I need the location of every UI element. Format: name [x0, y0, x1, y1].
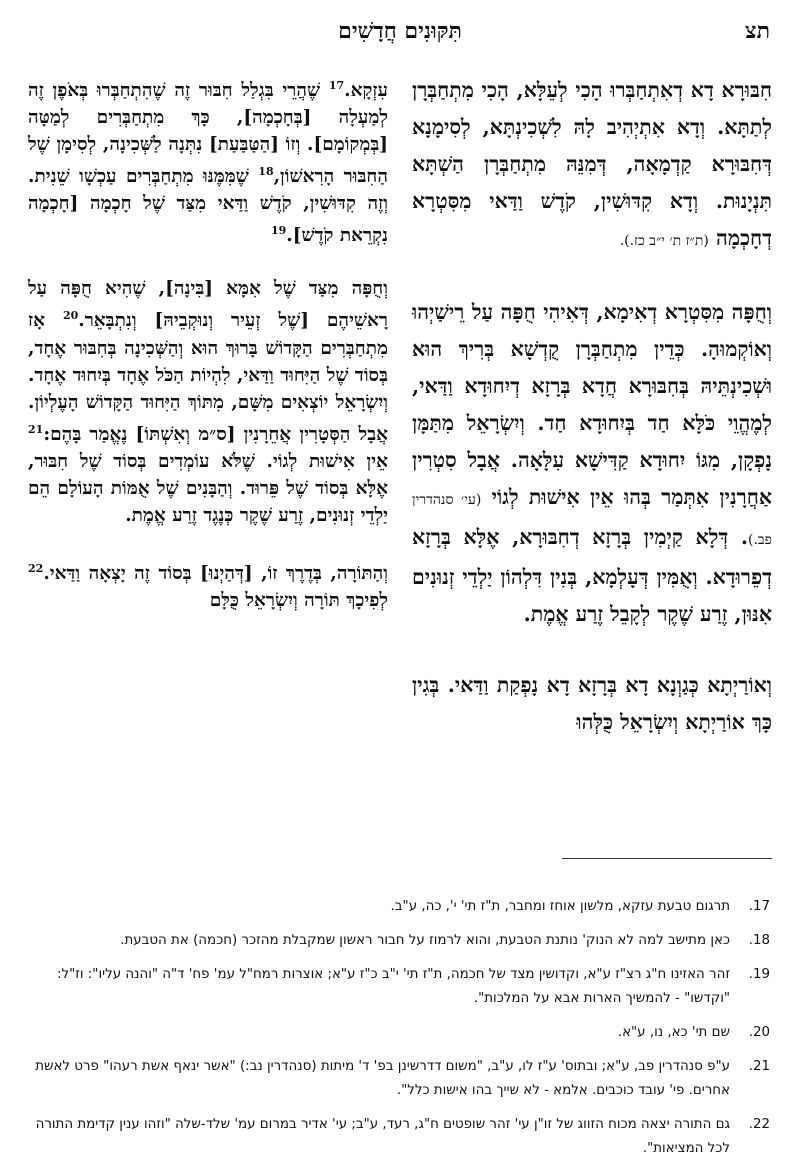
main-text: [28, 72, 772, 842]
footnote-number: 20.: [748, 1025, 770, 1040]
footnote-number: 19.: [748, 967, 770, 982]
footnote-number: 18.: [748, 933, 770, 948]
footnote-ref[interactable]: 20: [62, 309, 79, 323]
footnote-ref[interactable]: 22: [28, 561, 44, 575]
page-number: תצ: [745, 18, 770, 44]
aramaic-column: [412, 72, 772, 775]
footnote-number: 21.: [748, 1059, 770, 1074]
citation: (עי׳ סנהדרין פב.): [412, 492, 772, 548]
footnote-number: 17.: [748, 899, 770, 914]
hebrew-paragraph: עִזְקָא.$^{17}$ שֶׁהֲרֵי בִּגְלַל חִבּוּר זֶה שֶׁהִתְחַבְּרוּ בְּאֹפֶן זֶה לְמַעְלָה [בְּחָכְמָה], כָּךְ מִתְחַבְּרִים לְמַטָּה [בְּמְקוֹמָם]. וְזוֹ [הַטַּבַּעַת] נִתְּנָה לַשְּׁכִינָה, לְסִימָן שֶׁל הַחִבּוּר הָרִאשׁוֹן,$^{18}$ שֶׁמִּמֶּנּוּ מִתְחַבְּרִים עַכְשָׁו שֵׁנִית. וְזֶה קִדּוּשִׁין, קֹדֶשׁ וַדַּאי מִצַּד שֶׁל חָכְמָה [חָכְמָה נִקְרֵאת קֹדֶשׁ].$^{19}$: [28, 79, 388, 247]
aramaic-paragraph: וְאוֹרַיְתָא כְּגַוְנָא דָא בְּרָזָא דָא נָפְקַת וַדַּאי. בְּגִין כָּךְ אוֹרַיְתָא וְיִשְׂרָאֵל כֻּלְּהוּ: [412, 673, 772, 734]
page-title: תִּקּוּנִים חֲדָשִׁים: [338, 18, 462, 44]
footnote: 17. תרגום טבעת עזקא, מלשון אוחז ומחבר, ת"ז תי' י', כה, ע"ב.: [28, 895, 770, 919]
hebrew-paragraph: וְהַתּוֹרָה, בְּדֶרֶךְ זוֹ, [דְּהַיְנוּ] בְּסוֹד זֶה יָצְאָה וַדַּאי.$^{22}$ לְפִיכָךְ תּוֹרָה וְיִשְׂרָאֵל כֻּלָּם: [28, 561, 388, 611]
footnote-ref[interactable]: 21: [28, 422, 44, 436]
footnotes: [28, 895, 770, 1171]
footnote: 21. ע"פ סנהדרין פב, ע"א; ובתוס' ע"ז לו, ע"ב, "משום דדרשינן בפ' ד' מיתות (סנהדרין נב:) "אשר ינאף אשת רעהו" פרט לאשת אחרים. פי' עובד כוכבים. אלמא - לא שייך בהו אישות כלל".: [28, 1055, 770, 1103]
hebrew-paragraph: וְחֻפָּה מִצַּד שֶׁל אִמָּא [בִּינָה], שֶׁהִיא חֻפָּה עַל רָאשֵׁיהֶם [שֶׁל זְעֵיר וְנוּקְבֵיהּ] וְנִתְבָּאֵר.$^{20}$ אָז מִתְחַבְּרִים הַקָּדוֹשׁ בָּרוּךְ הוּא וְהַשְּׁכִינָה בְּחִבּוּר אֶחָד, בְּסוֹד שֶׁל הַיִּחוּד וַדַּאי, לִהְיוֹת הַכֹּל אֶחָד בְּיִחוּד אֶחָד. וְיִשְׂרָאֵל יוֹצְאִים מִשָּׁם, מִתּוֹךְ הַיִּחוּד הַקָּדוֹשׁ הָעֶלְיוֹן. אֲבָל הַסְּטָרִין אֲחֵרָנִין [ס״מ וְאִשְׁתּוֹ] נֶאֱמַר בָּהֶם:$^{21}$ אֵין אִישׁוּת לְגוֹי. שֶׁלֹּא עוֹמְדִים בְּסוֹד שֶׁל חִבּוּר, אֶלָּא בְּסוֹד שֶׁל פֵּרוּד. וְהַבָּנִים שֶׁל אֻמּוֹת הָעוֹלָם הֵם יַלְדֵי זְנוּנִים, זֶרַע שֶׁקֶר כְּנֶגֶד זֶרַע אֱמֶת.: [28, 278, 388, 526]
page-header: [30, 18, 770, 58]
hebrew-column: [28, 72, 388, 640]
footnote-divider: [562, 858, 772, 859]
footnote-ref[interactable]: 18: [258, 165, 274, 179]
citation: (ת״ז ת׳ י״ב כז.).: [619, 233, 709, 249]
aramaic-paragraph: חִבּוּרָא דָא דְאִתְחַבְּרוּ הָכִי לְעֵלָּא, הָכִי מִתְחַבְּרָן לְתַתָּא. וְדָא אִתְיְהִיב לָהּ לִשְׁכִינְתָּא, לְסִימָנָא דְּחִבּוּרָא קַדְמָאָה, דְּמִנֵּהּ מִתְחַבְּרָן הַשְׁתָּא תִּנְיָנוּת. וְדָא קִדּוּשִׁין, קֹדֶשׁ וַדַּאי מִסִּטְרָא דְחָכְמָה (ת״ז ת׳ י״ב כז.).: [412, 78, 772, 250]
aramaic-paragraph: וְחֻפָּה מִסִּטְרָא דְאִימָא, דְּאִיהִי חֻפָּה עַל רֵישַׁיְהוּ וְאוֹקְמוּהָ. כְּדֵין מִתְחַבְּרָן קֻדְשָׁא בְּרִיךְ הוּא וּשְׁכִינְתֵּיהּ בְּחִבּוּרָא חֲדָא בְּרָזָא דְיִחוּדָא וַדַּאי, לְמֶהֱוֵי כֹּלָּא חַד בְּיִחוּדָא חַד. וְיִשְׂרָאֵל מִתַּמָּן נָפְקָן, מִגּוֹ יִחוּדָא קַדִּישָׁא עִלָּאָה. אֲבָל סִטְרִין אַחֲרָנִין אִתְּמַר בְּהוּ אֵין אִישׁוּת לְגוֹי (עי׳ סנהדרין פב.). דְּלָא קַיְמִין בְּרָזָא דְחִבּוּרָא, אֶלָּא בְּרָזָא דְפֵרוּדָא. וְאֻמִּין דְּעָלְמָא, בְּנִין דִּלְהוֹן יַלְדֵי זְנוּנִים אִנּוּן, זֶרַע שֶׁקֶר לְקָבֵל זֶרַע אֱמֶת.: [412, 300, 772, 626]
footnote: 18. כאן מתישב למה לא הנוק' נותנת הטבעת, והוא לרמוז על חבור ראשון שמקבלת מהזכר (חכמה) את הטבעת.: [28, 929, 770, 953]
footnote: 22. גם התורה יצאה מכוח הזווג של זו"ן עי' זהר שופטים ח"ג, רעד, ע"ב; עי' אדיר במרום עמ' שלד-שלה "וזהו ענין קדימת התורה לכל המציאות".: [28, 1113, 770, 1161]
footnote-ref[interactable]: 17: [328, 79, 345, 92]
footnote: 19. זהר האזינו ח"ג רצ"ז ע"א, וקדושין מצד של חכמה, ת"ז תי' י"ב כ"ז ע"א; אוצרות רמח"ל עמ' פח' ד"ה "והנה עליו": וז"ל: "וקדשו" - להמשיך הארות אבא על המלכות".: [28, 963, 770, 1011]
footnote-ref[interactable]: 19: [270, 224, 287, 238]
footnote: 20. שם תי' כא, נו, ע"א.: [28, 1021, 770, 1045]
footnote-number: 22.: [748, 1117, 770, 1132]
